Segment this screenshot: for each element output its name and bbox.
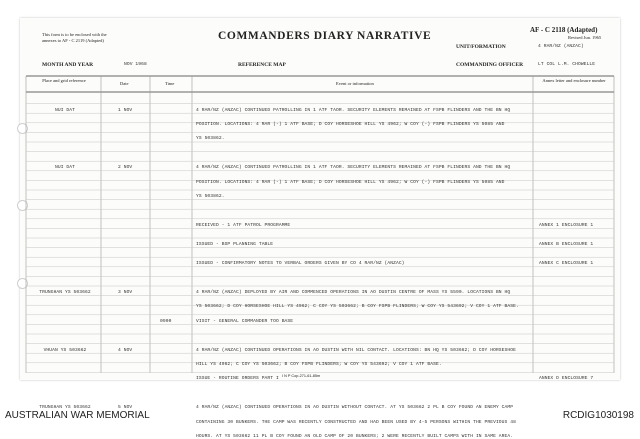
entry-event-line: POSITION. LOCATIONS: 4 RAR (-) 1 ATF BASE; D COY HORSESHOE HILL YS 4962; W COY (-) FSPB FLINDERS YS 5085 AND <box>196 122 505 127</box>
entry-event-line: RECEIVED - 1 ATF PATROL PROGRAMME <box>196 222 291 228</box>
entry-place: NUI DAT <box>55 107 75 113</box>
entry-place: TRUNGHAN YS 503662 <box>39 405 91 411</box>
entry-event-line: HILL YS 4962; C COY YS 503662; B COY FSPB FLINDERS; W COY YS 543692; V COY 1 ATF BASE. <box>196 362 442 367</box>
entry-place: VHUAN YS 503662 <box>43 347 87 353</box>
col-place-header: Place and grid reference <box>42 78 86 83</box>
unit-value: 4 RAR/NZ (ANZAC) <box>538 44 584 49</box>
entry-event-line: 4 RAR/NZ (ANZAC) CONTINUED PATROLLING IN 1 ATF TAOR. SECURITY ELEMENTS REMAINED AT FSPB FLINDERS AND THE BN HQ <box>196 165 511 171</box>
entry-place: TRUNGHAN YS 503662 <box>39 290 91 295</box>
entry-event-line: ISSUED - CONFIRMATORY NOTES TO VERBAL ORDERS GIVEN BY CO 4 RAR/NZ (ANZAC) <box>196 261 405 267</box>
entry-date: 3 NOV <box>118 290 133 295</box>
footer-id: RCDIG1030198 <box>562 410 634 421</box>
entry-event-line: YS 503662; D COY HORSESHOE HILL YS 4962; C COY YS 503662; B COY FSPB FLINDERS; W COY YS 543692; V COY 1 ATF BASE. <box>196 304 519 310</box>
month-value: NOV 1968 <box>124 62 147 67</box>
entry-time: 0900 <box>160 318 172 324</box>
entry-annex: ANNEX 1 ENCLOSURE 1 <box>539 222 594 228</box>
entry-date: 5 NOV <box>118 405 133 411</box>
entry-event-line: VISIT - GENERAL COMMANDER TOO BASE <box>196 318 294 324</box>
form-code: AF - C 2118 (Adapted) <box>530 26 598 34</box>
entry-event-line: CONTAINING 30 BUNKERS. THE CAMP WAS RECENTLY CONSTRUCTED AND HAD BEEN USED BY 4-5 PERSONS WITHIN THE PREVIOUS 48 <box>196 419 516 425</box>
col-date-header: Date <box>120 81 129 86</box>
form-grid <box>20 18 620 380</box>
entry-event-line: ISSUE - ROUTINE ORDERS PART I <box>196 376 279 382</box>
entry-event-line: 4 RAR/NZ (ANZAC) DEPLOYED BY AIR AND COMMENCED OPERATIONS IN AO DUSTIN CENTRE OF MASS YS 5590. LOCATIONS BN HQ <box>196 290 511 295</box>
entry-annex: ANNEX C ENCLOSURE 1 <box>539 261 594 267</box>
col-annex-header: Annex letter and enclosure number <box>542 78 606 83</box>
entry-event-line: YS 503862. <box>196 136 225 142</box>
enclose-note: annexes to AF - C 2119 (Adapted) <box>42 38 104 43</box>
entry-event-line: HOURS. AT YS 503662 11 PL B COY FOUND AN OLD CAMP OF 20 BUNKERS; 2 WERE RECENTLY BUILT CAMPS WITH IN SAME AREA. <box>196 434 514 439</box>
enclose-note: This form is to be enclosed with the <box>42 32 107 37</box>
entry-annex: ANNEX D ENCLOSURE 7 <box>539 376 594 382</box>
entry-place: NUI DAT <box>55 165 75 171</box>
page-title: COMMANDERS DIARY NARRATIVE <box>218 30 432 42</box>
printer-note: I N P Cop-271-61-85m <box>282 374 321 378</box>
unit-label: UNIT/FORMATION <box>456 44 506 50</box>
col-event-header: Event or information <box>336 81 374 86</box>
entry-event-line: 4 RAR/NZ (ANZAC) CONTINUED OPERATIONS IN AO DUSTIN WITH NIL CONTACT. LOCATIONS: BN HQ YS 503662; D COY HORSESHOE <box>196 347 516 353</box>
entry-event-line: 4 RAR/NZ (ANZAC) CONTINUED PATROLLING IN 1 ATF TAOR. SECURITY ELEMENTS REMAINED AT FSPB FLINDERS AND THE BN HQ <box>196 107 511 113</box>
entry-event-line: 4 RAR/NZ (ANZAC) CONTINUED OPERATIONS IN AO DUSTIN WITHOUT CONTACT. AT YS 503662 2 PL B COY FOUND AN ENEMY CAMP <box>196 405 514 411</box>
entry-event-line: ISSUED - BSP PLANNING TABLE <box>196 242 274 247</box>
col-time-header: Time <box>165 81 175 86</box>
co-label: COMMANDING OFFICER <box>456 62 524 68</box>
month-label: MONTH AND YEAR <box>42 62 94 68</box>
reference-map-label: REFERENCE MAP <box>238 62 286 68</box>
revised-note: Revised Jun. 1965 <box>568 35 602 40</box>
entry-date: 1 NOV <box>118 107 133 113</box>
entry-date: 2 NOV <box>118 165 133 171</box>
entry-event-line: POSITION. LOCATIONS: 4 RAR (-) 1 ATF BASE; D COY HORSESHOE HILL YS 4962; W COY (-) FSPB FLINDERS YS 5085 AND <box>196 179 505 185</box>
co-value: LT COL L.M. CHOWELLE <box>538 62 596 67</box>
footer-credit: AUSTRALIAN WAR MEMORIAL <box>5 410 150 421</box>
entry-annex: ANNEX B ENCLOSURE 1 <box>539 242 594 247</box>
entry-event-line: YS 503862. <box>196 194 225 199</box>
entry-date: 4 NOV <box>118 347 133 353</box>
